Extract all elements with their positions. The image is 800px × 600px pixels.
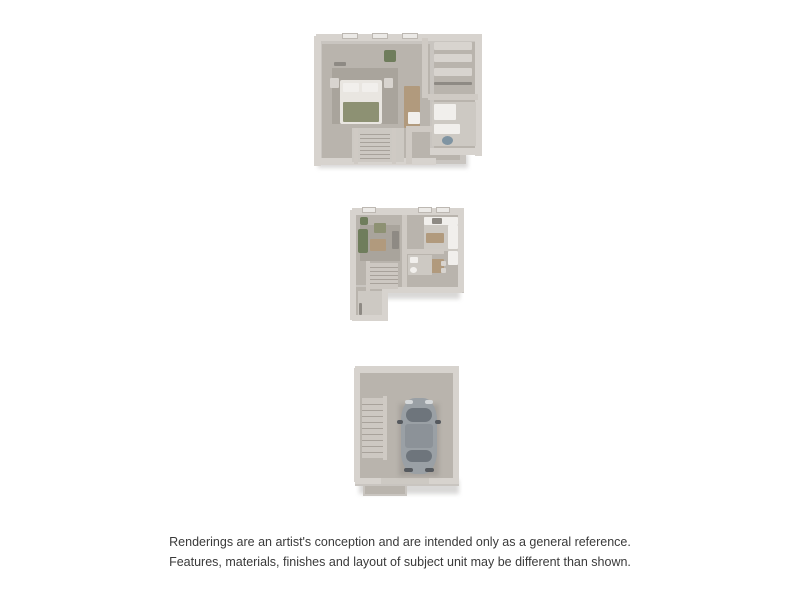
car-mirror-left — [397, 420, 403, 424]
closet-rod — [434, 82, 472, 85]
closet-shelf-3 — [434, 68, 472, 76]
upper-stair-step-5 — [360, 150, 390, 151]
entry-walk-surface — [365, 486, 405, 494]
plant-bedroom — [384, 50, 396, 62]
sink-counter — [408, 112, 420, 124]
toilet — [442, 136, 453, 145]
main-stair-rail — [366, 261, 370, 291]
nightstand-right — [384, 78, 393, 88]
upper-stair-step-1 — [360, 134, 390, 135]
upper-wall-north — [316, 34, 482, 41]
main-window-2 — [418, 207, 432, 213]
upper-interior-wall-4 — [428, 94, 478, 100]
refrigerator — [448, 251, 458, 265]
main-stair-step-3 — [370, 275, 398, 276]
car-headlight-left — [405, 400, 413, 404]
upper-window-3 — [402, 33, 418, 39]
main-interior-wall-3 — [402, 253, 407, 287]
garage-stair-step-1 — [362, 404, 384, 405]
upper-wall-south-wing — [430, 148, 482, 155]
wall-art-bedroom — [334, 62, 346, 66]
kitchen-island — [426, 233, 444, 243]
garage-floor — [345, 362, 485, 512]
main-interior-wall-2 — [402, 249, 444, 254]
main-stair-step-4 — [370, 279, 398, 280]
pillow-1 — [343, 83, 359, 92]
main-wall-east — [458, 210, 464, 292]
upper-stair-step-6 — [360, 154, 390, 155]
disclaimer-line-1: Renderings are an artist's conception and are intended only as a general reference. — [169, 535, 631, 549]
garage-stair-step-8 — [362, 446, 384, 447]
sofa — [358, 229, 368, 253]
main-wall-wing-south — [352, 315, 386, 321]
car-taillight-right — [425, 468, 434, 472]
powder-sink — [410, 257, 418, 263]
plant-living-room — [360, 217, 368, 225]
dining-chair-3 — [441, 261, 446, 266]
disclaimer-line-2: Features, materials, finishes and layout of subject unit may be different than shown. — [169, 555, 631, 569]
main-interior-wall-1 — [402, 215, 407, 249]
tv-console — [392, 231, 399, 249]
car-windshield — [406, 408, 432, 422]
garage-stair-step-9 — [362, 452, 384, 453]
garage-wall-north — [355, 366, 459, 373]
entry-door — [359, 303, 362, 315]
main-floor — [340, 205, 480, 330]
upper-stair-step-4 — [360, 146, 390, 147]
dining-chair-4 — [441, 268, 446, 273]
upper-window-1 — [342, 33, 358, 39]
upper-wall-west — [314, 36, 321, 166]
main-stair-step-5 — [370, 283, 398, 284]
pillow-2 — [362, 83, 378, 92]
main-window-1 — [362, 207, 376, 213]
garage-wall-east — [453, 368, 459, 482]
upper-interior-wall-3 — [406, 128, 412, 164]
bathtub — [434, 104, 456, 120]
garage-stair-step-4 — [362, 422, 384, 423]
main-wall-west — [350, 210, 356, 320]
nightstand-left — [330, 78, 339, 88]
garage-stair-step-2 — [362, 410, 384, 411]
garage-wall-west — [354, 368, 360, 482]
car-headlight-right — [425, 400, 433, 404]
car-rear-window — [406, 450, 432, 462]
main-window-3 — [436, 207, 450, 213]
disclaimer-caption — [0, 532, 800, 572]
upper-interior-wall-1 — [422, 38, 428, 98]
upper-floor — [310, 28, 485, 173]
powder-toilet — [410, 267, 417, 273]
bed-blanket — [343, 102, 379, 122]
kitchen-counter-east — [448, 225, 458, 249]
upper-window-2 — [372, 33, 388, 39]
main-stair-step-2 — [370, 271, 398, 272]
vanity — [434, 124, 460, 134]
upper-stair-step-2 — [360, 138, 390, 139]
car-mirror-right — [435, 420, 441, 424]
garage-stair-step-6 — [362, 434, 384, 435]
garage-stair-rail — [383, 396, 387, 460]
car-taillight-left — [404, 468, 413, 472]
upper-stair-step-3 — [360, 142, 390, 143]
car-roof — [405, 424, 433, 448]
range — [432, 218, 442, 224]
coffee-table — [370, 239, 386, 251]
closet-shelf-1 — [434, 42, 472, 50]
garage-stair-step-5 — [362, 428, 384, 429]
armchair — [374, 223, 386, 233]
garage-stair-step-3 — [362, 416, 384, 417]
upper-stair-rail — [354, 128, 358, 164]
main-stair-step-1 — [370, 267, 398, 268]
upper-stair-rail-2 — [392, 128, 396, 164]
garage-stair-step-7 — [362, 440, 384, 441]
upper-stair-step-7 — [360, 158, 390, 159]
closet-shelf-2 — [434, 54, 472, 62]
